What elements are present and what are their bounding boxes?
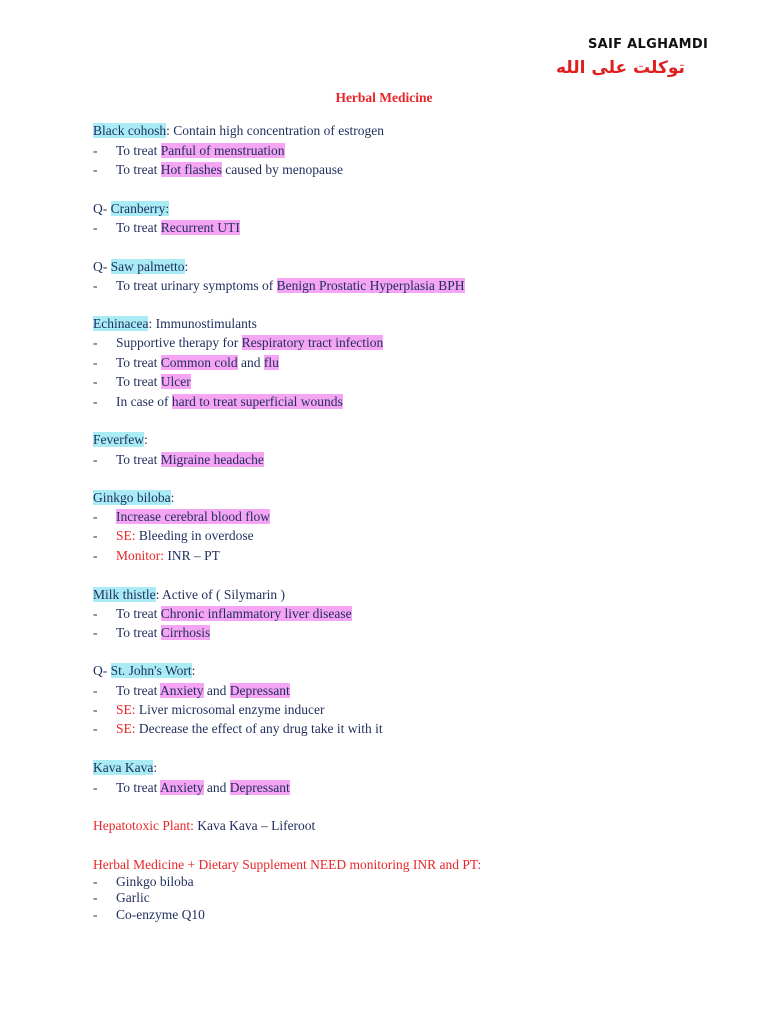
section-heading-cranberry: Q- Cranberry: <box>93 201 170 216</box>
herb-name: Cranberry <box>110 201 166 216</box>
side-effect-label: SE: <box>116 702 136 717</box>
highlight: Recurrent UTI <box>160 220 240 235</box>
list-item: - To treat Anxiety and Depressant <box>93 780 290 795</box>
list-item: - Ginkgo biloba <box>93 874 194 889</box>
highlight: flu <box>263 355 279 370</box>
highlight: Depressant <box>229 780 290 795</box>
list-item: - To treat Ulcer <box>93 374 191 389</box>
herb-name: Ginkgo biloba <box>93 490 171 505</box>
highlight: Increase cerebral blood flow <box>116 509 271 524</box>
hepatotoxic-plant-line: Hepatotoxic Plant: Kava Kava – Liferoot <box>93 818 316 833</box>
highlight: Anxiety <box>160 683 204 698</box>
list-item: - To treat Cirrhosis <box>93 625 211 640</box>
herb-description: Contain high concentration of estrogen <box>169 123 384 138</box>
list-item: - Monitor: INR – PT <box>93 548 220 563</box>
highlight: Panful of menstruation <box>160 143 285 158</box>
list-item: - SE: Bleeding in overdose <box>93 528 254 543</box>
highlight: Anxiety <box>160 780 204 795</box>
side-effect-label: SE: <box>116 721 136 736</box>
highlight: Ulcer <box>160 374 191 389</box>
section-heading-feverfew: Feverfew: <box>93 432 148 447</box>
herb-name: Kava Kava <box>93 760 154 775</box>
list-item: - In case of hard to treat superficial wounds <box>93 394 343 409</box>
monitoring-heading: Herbal Medicine + Dietary Supplement NEED monitoring INR and PT: <box>93 857 482 872</box>
side-effect-label: SE: <box>116 528 136 543</box>
highlight: Benign Prostatic Hyperplasia BPH <box>276 278 465 293</box>
highlight: Common cold <box>160 355 238 370</box>
highlight: Respiratory tract infection <box>241 335 384 350</box>
list-item: - To treat Panful of menstruation <box>93 143 285 158</box>
hepatotoxic-label: Hepatotoxic Plant: <box>93 818 194 833</box>
herb-name: Black cohosh <box>93 123 167 138</box>
section-heading-st-johns-wort: Q- St. John's Wort: <box>93 663 196 678</box>
list-item: - Increase cerebral blood flow <box>93 509 271 524</box>
highlight: Cirrhosis <box>160 625 211 640</box>
list-item: - To treat Recurrent UTI <box>93 220 240 235</box>
monitor-label: Monitor: <box>116 548 165 563</box>
list-item: - To treat Hot flashes caused by menopause <box>93 162 344 177</box>
section-heading-milk-thistle: Milk thistle: Active of ( Silymarin ) <box>93 587 286 602</box>
herb-name: Echinacea <box>93 316 149 331</box>
list-item: - Supportive therapy for Respiratory tract infection <box>93 335 384 350</box>
page-title: Herbal Medicine <box>335 90 433 105</box>
section-heading-kava-kava: Kava Kava: <box>93 760 158 775</box>
arabic-motto: توكلت على الله <box>556 58 685 78</box>
herb-name: Milk thistle <box>93 587 156 602</box>
highlight: Hot flashes <box>160 162 222 177</box>
list-item: - To treat Common cold and flu <box>93 355 279 370</box>
highlight: hard to treat superficial wounds <box>171 394 343 409</box>
list-item: - To treat Anxiety and Depressant <box>93 683 290 698</box>
herb-name: St. John's Wort <box>110 663 192 678</box>
section-heading-echinacea: Echinacea: Immunostimulants <box>93 316 257 331</box>
list-item: - SE: Liver microsomal enzyme inducer <box>93 702 325 717</box>
list-item: - SE: Decrease the effect of any drug take it with it <box>93 721 383 736</box>
highlight: Migraine headache <box>160 452 264 467</box>
list-item: - To treat Chronic inflammatory liver disease <box>93 606 352 621</box>
herb-name: Feverfew <box>93 432 144 447</box>
highlight: Chronic inflammatory liver disease <box>160 606 352 621</box>
list-item: - Garlic <box>93 890 150 905</box>
section-heading-black-cohosh: Black cohosh: Contain high concentration of estrogen <box>93 123 384 138</box>
section-heading-ginkgo: Ginkgo biloba: <box>93 490 175 505</box>
herb-description: Active of ( Silymarin ) <box>159 587 286 602</box>
highlight: Depressant <box>229 683 290 698</box>
list-item: - To treat urinary symptoms of Benign Prostatic Hyperplasia BPH <box>93 278 465 293</box>
author-name: SAIF ALGHAMDI <box>588 37 709 52</box>
list-item: - Co-enzyme Q10 <box>93 907 205 922</box>
herb-description: Immunostimulants <box>152 316 257 331</box>
list-item: - To treat Migraine headache <box>93 452 264 467</box>
herb-name: Saw palmetto <box>110 259 185 274</box>
section-heading-saw-palmetto: Q- Saw palmetto: <box>93 259 189 274</box>
